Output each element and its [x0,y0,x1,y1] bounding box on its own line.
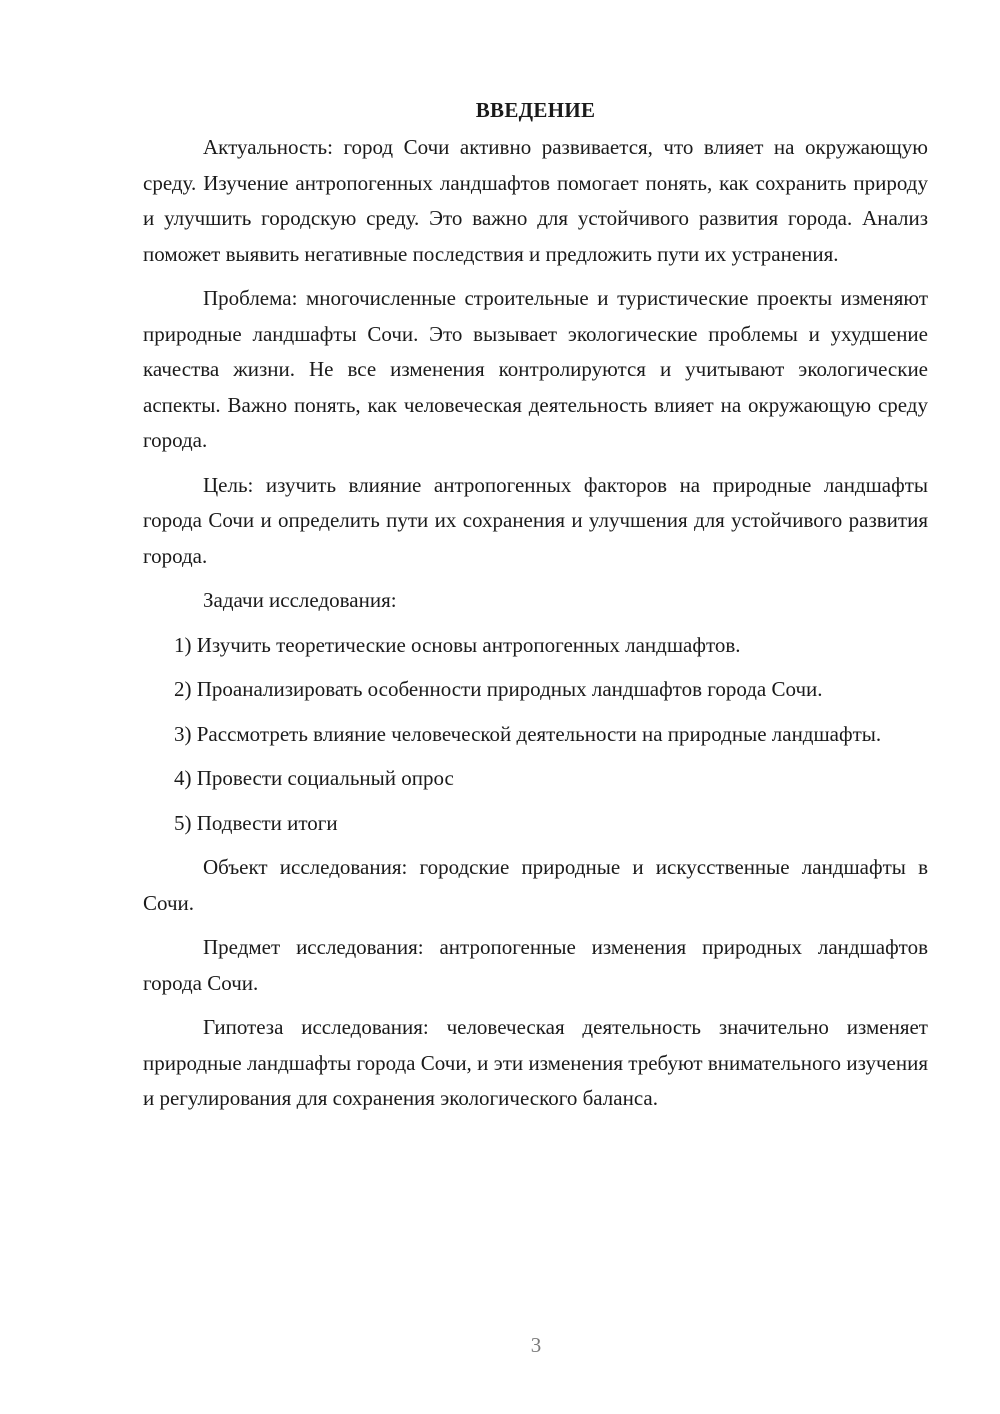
paragraph-subject: Предмет исследования: антропогенные изменения природных ландшафтов города Сочи. [143,935,928,995]
document-page [143,92,928,1126]
paragraph-problem: Проблема: многочисленные строительные и туристические проекты изменяют природные ландшафты Сочи. Это вызывает экологические проблемы и ухудшение качества жизни. Не все изменения контролируются и учитывают экологические аспекты. Важно понять, как человеческая деятельность влияет на окружающую среду города. [143,286,928,452]
paragraph-goal: Цель: изучить влияние антропогенных факторов на природные ландшафты города Сочи и определить пути их сохранения и улучшения для устойчивого развития города. [143,472,928,568]
paragraph-relevance: Актуальность: город Сочи активно развивается, что влияет на окружающую среду. Изучение антропогенных ландшафтов помогает понять, как сохранить природу и улучшить городскую среду. Это важно для устойчивого развития города. Анализ поможет выявить негативные последствия и предложить пути их устранения. [143,135,928,266]
paragraph-tasks-intro: Задачи исследования: [203,588,397,612]
task-item-5: 5) Подвести итоги [174,810,338,835]
task-item-4: 4) Провести социальный опрос [174,766,454,790]
task-item-3: 3) Рассмотреть влияние человеческой деятельности на природные ландшафты. [174,721,882,746]
page-number: 3 [530,1333,542,1357]
paragraph-object: Объект исследования: городские природные и искусственные ландшафты в Сочи. [143,855,928,915]
paragraph-hypothesis: Гипотеза исследования: человеческая деятельность значительно изменяет природные ландшафты города Сочи, и эти изменения требуют внимательного изучения и регулирования для сохранения экологического баланса. [143,1015,928,1110]
task-item-2: 2) Проанализировать особенности природных ландшафтов города Сочи. [174,677,823,701]
page-title: ВВЕДЕНИЕ [475,98,596,122]
task-item-1: 1) Изучить теоретические основы антропогенных ландшафтов. [174,632,741,657]
